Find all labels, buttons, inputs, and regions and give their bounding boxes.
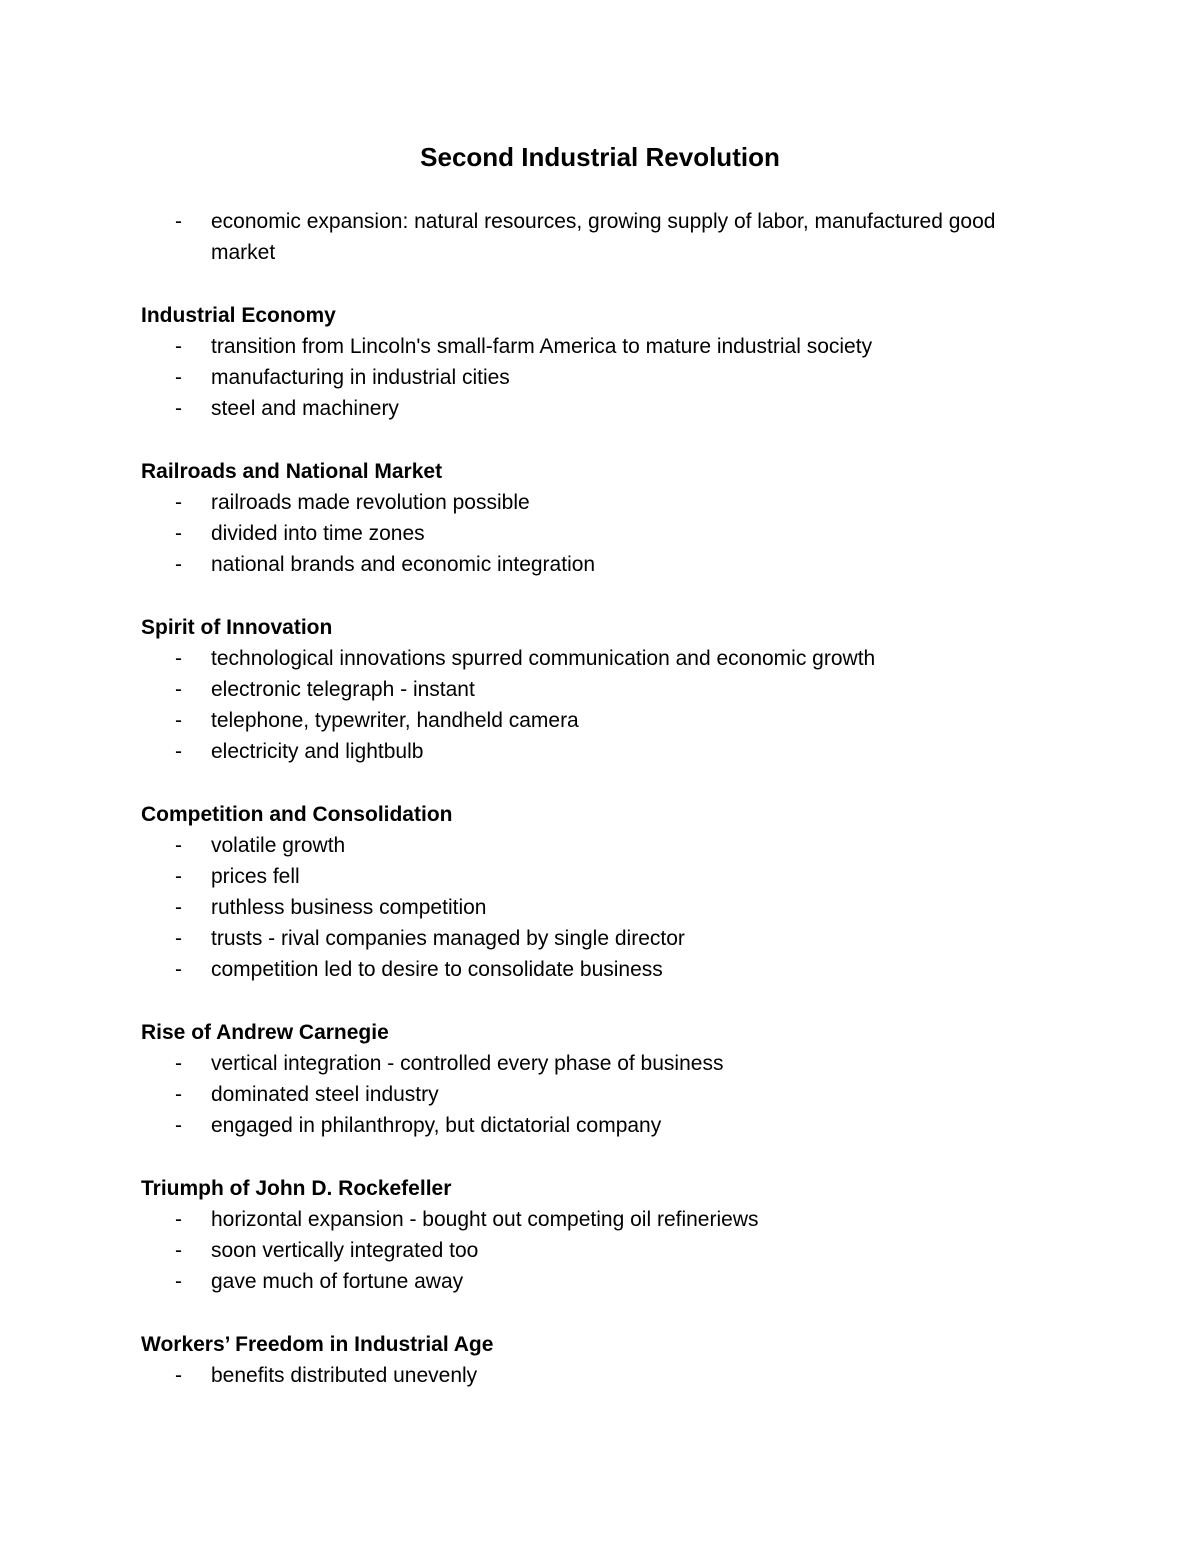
document-body [141, 206, 1061, 1391]
dash-bullet: - [175, 491, 182, 514]
dash-bullet: - [175, 553, 182, 576]
list-item [141, 393, 1061, 424]
dash-bullet: - [175, 927, 182, 950]
intro-list-item [141, 206, 1061, 268]
dash-bullet: - [175, 1083, 182, 1106]
list-item-text: electronic telegraph - instant [211, 678, 475, 701]
list-item [141, 830, 1061, 861]
section [141, 799, 1061, 985]
section-heading: Competition and Consolidation [141, 803, 453, 826]
dash-bullet: - [175, 865, 182, 888]
section-heading: Spirit of Innovation [141, 616, 333, 639]
list-item [141, 861, 1061, 892]
list-item-text: ruthless business competition [211, 896, 487, 919]
list-item-text: horizontal expansion - bought out competing oil refineriews [211, 1208, 759, 1231]
section-heading: Workers’ Freedom in Industrial Age [141, 1333, 494, 1356]
list-item-text: railroads made revolution possible [211, 491, 530, 514]
section [141, 300, 1061, 424]
list-item-text: volatile growth [211, 834, 346, 857]
section-heading: Railroads and National Market [141, 460, 443, 483]
list-item-text: vertical integration - controlled every phase of business [211, 1052, 724, 1075]
dash-bullet: - [175, 740, 182, 763]
list-item-text: trusts - rival companies managed by single director [211, 927, 685, 950]
list-item [141, 518, 1061, 549]
list-item-text: engaged in philanthropy, but dictatorial company [211, 1114, 662, 1137]
dash-bullet: - [175, 522, 182, 545]
section [141, 1329, 1061, 1391]
list-item [141, 643, 1061, 674]
list-item [141, 1110, 1061, 1141]
dash-bullet: - [175, 958, 182, 981]
list-item [141, 674, 1061, 705]
list-item-text: national brands and economic integration [211, 553, 596, 576]
list-item-text: dominated steel industry [211, 1083, 439, 1106]
intro-list [141, 206, 1061, 268]
list-item [141, 362, 1061, 393]
dash-bullet: - [175, 335, 182, 358]
section-list [141, 643, 1061, 767]
section-list [141, 1360, 1061, 1391]
list-item-text: transition from Lincoln's small-farm America to mature industrial society [211, 335, 873, 358]
section [141, 456, 1061, 580]
list-item-text: manufacturing in industrial cities [211, 366, 510, 389]
dash-bullet: - [175, 647, 182, 670]
section-list [141, 331, 1061, 424]
list-item [141, 1360, 1061, 1391]
section-list [141, 1048, 1061, 1141]
list-item [141, 1266, 1061, 1297]
document-title: Second Industrial Revolution [420, 142, 780, 172]
dash-bullet: - [175, 896, 182, 919]
dash-bullet: - [175, 366, 182, 389]
list-item-text: benefits distributed unevenly [211, 1364, 478, 1387]
section-list [141, 830, 1061, 985]
dash-bullet: - [175, 210, 182, 233]
list-item [141, 1204, 1061, 1235]
list-item-text: soon vertically integrated too [211, 1239, 479, 1262]
list-item [141, 705, 1061, 736]
list-item [141, 487, 1061, 518]
dash-bullet: - [175, 1208, 182, 1231]
dash-bullet: - [175, 1270, 182, 1293]
list-item [141, 331, 1061, 362]
list-item [141, 1079, 1061, 1110]
dash-bullet: - [175, 1239, 182, 1262]
dash-bullet: - [175, 834, 182, 857]
list-item-text: gave much of fortune away [211, 1270, 464, 1293]
dash-bullet: - [175, 1114, 182, 1137]
section-heading: Industrial Economy [141, 304, 336, 327]
section [141, 1017, 1061, 1141]
list-item-text: divided into time zones [211, 522, 425, 545]
list-item [141, 954, 1061, 985]
list-item-text: telephone, typewriter, handheld camera [211, 709, 579, 732]
list-item [141, 736, 1061, 767]
list-item-text: prices fell [211, 865, 300, 888]
section [141, 1173, 1061, 1297]
list-item-text: electricity and lightbulb [211, 740, 424, 763]
section-heading: Rise of Andrew Carnegie [141, 1021, 389, 1044]
list-item [141, 892, 1061, 923]
list-item [141, 549, 1061, 580]
section [141, 612, 1061, 767]
section-heading: Triumph of John D. Rockefeller [141, 1177, 452, 1200]
section-list [141, 487, 1061, 580]
list-item [141, 1235, 1061, 1266]
dash-bullet: - [175, 678, 182, 701]
dash-bullet: - [175, 397, 182, 420]
dash-bullet: - [175, 709, 182, 732]
list-item-text: economic expansion: natural resources, growing supply of labor, manufactured good market [211, 210, 996, 264]
list-item-text: competition led to desire to consolidate business [211, 958, 663, 981]
sections-container [141, 300, 1061, 1391]
list-item-text: technological innovations spurred communication and economic growth [211, 647, 876, 670]
section-list [141, 1204, 1061, 1297]
list-item [141, 1048, 1061, 1079]
list-item-text: steel and machinery [211, 397, 399, 420]
list-item [141, 923, 1061, 954]
dash-bullet: - [175, 1052, 182, 1075]
dash-bullet: - [175, 1364, 182, 1387]
